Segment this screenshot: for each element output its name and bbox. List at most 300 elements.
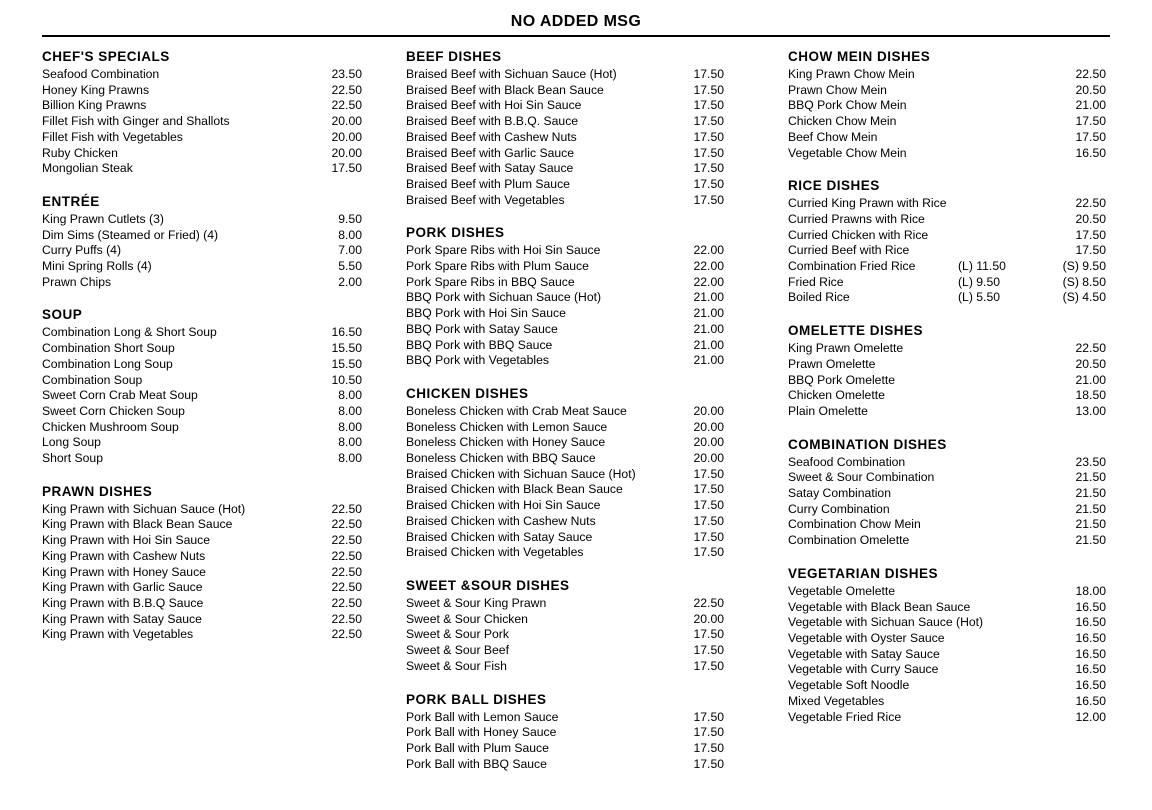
menu-item-price: 8.00: [338, 388, 362, 403]
menu-item-name: Braised Chicken with Satay Sauce: [406, 529, 593, 544]
menu-item-name: Beef Chow Mein: [788, 129, 878, 144]
menu-item: [42, 357, 362, 373]
menu-item: [42, 612, 362, 628]
menu-item-name: BBQ Pork with Vegetables: [406, 353, 549, 368]
menu-item: [406, 757, 724, 773]
menu-item-price: 21.00: [1075, 372, 1106, 387]
menu-column-middle: [406, 48, 724, 772]
menu-item-price: 20.00: [331, 114, 362, 129]
menu-item-name: Braised Beef with Cashew Nuts: [406, 129, 577, 144]
menu-item: [788, 615, 1106, 631]
menu-item-price-small: (S) 4.50: [1062, 290, 1106, 305]
menu-section: [406, 691, 724, 773]
menu-item-price: 22.50: [331, 564, 362, 579]
menu-item-price: 16.50: [331, 325, 362, 340]
menu-item-price: 8.00: [338, 227, 362, 242]
menu-item-price: 22.50: [1075, 341, 1106, 356]
menu-item: [42, 373, 362, 389]
menu-item-name: Sweet & Sour Chicken: [406, 611, 528, 626]
menu-item-price: 21.00: [693, 306, 724, 321]
menu-item-name: Curried Chicken with Rice: [788, 227, 929, 242]
menu-item: [788, 83, 1106, 99]
menu-item-name: King Prawn with Hoi Sin Sauce: [42, 533, 211, 548]
menu-item-name: Fried Rice: [788, 274, 844, 289]
menu-section: [42, 193, 362, 291]
section-title: COMBINATION DISHES: [788, 436, 947, 452]
menu-item-name: Pork Ball with Lemon Sauce: [406, 709, 559, 724]
menu-item: [406, 177, 724, 193]
menu-item: [788, 98, 1106, 114]
menu-item-price: 7.00: [338, 243, 362, 258]
menu-item-price: 17.50: [693, 192, 724, 207]
menu-item: [788, 517, 1106, 533]
menu-item: [788, 357, 1106, 373]
menu-item-name: Vegetable with Sichuan Sauce (Hot): [788, 615, 984, 630]
menu-item-price: 22.50: [331, 82, 362, 97]
menu-item: [406, 725, 724, 741]
menu-item-name: Chicken Chow Mein: [788, 114, 897, 129]
menu-item: [406, 451, 724, 467]
menu-item: [42, 275, 362, 291]
menu-item-name: Braised Chicken with Sichuan Sauce (Hot): [406, 466, 636, 481]
menu-item: [788, 196, 1106, 212]
menu-item-price: 17.50: [331, 161, 362, 176]
menu-item-name: Combination Long Soup: [42, 356, 173, 371]
menu-item: [42, 325, 362, 341]
menu-item-price: 17.50: [693, 98, 724, 113]
menu-item-price: 21.00: [693, 337, 724, 352]
menu-item-name: Ruby Chicken: [42, 145, 118, 160]
menu-item: [406, 193, 724, 209]
menu-item: [406, 530, 724, 546]
menu-item-price: 22.50: [693, 595, 724, 610]
menu-item: [406, 338, 724, 354]
menu-item-name: Braised Beef with Hoi Sin Sauce: [406, 98, 582, 113]
menu-item-price: 20.00: [693, 611, 724, 626]
menu-item-price: 17.50: [693, 529, 724, 544]
menu-item-price: 16.50: [1075, 646, 1106, 661]
menu-item-price: 16.50: [1075, 693, 1106, 708]
menu-item-price: 22.50: [331, 533, 362, 548]
menu-item: [406, 290, 724, 306]
menu-item-name: BBQ Pork with BBQ Sauce: [406, 337, 553, 352]
menu-item: [42, 146, 362, 162]
menu-item: [788, 678, 1106, 694]
menu-item: [788, 631, 1106, 647]
menu-item: [406, 710, 724, 726]
menu-item-name: BBQ Pork with Satay Sauce: [406, 321, 558, 336]
menu-item-price-large: (L) 5.50: [958, 290, 1001, 305]
menu-item-price: 17.50: [693, 67, 724, 81]
menu-item-price: 22.50: [1075, 67, 1106, 81]
menu-item-price: 2.00: [338, 274, 362, 289]
menu-item-name: Mixed Vegetables: [788, 693, 885, 708]
menu-item: [788, 114, 1106, 130]
section-title: CHEF'S SPECIALS: [42, 49, 170, 64]
menu-item: [42, 114, 362, 130]
menu-item-name: Curry Puffs (4): [42, 243, 122, 258]
menu-item-price: 22.50: [331, 580, 362, 595]
menu-item-name: BBQ Pork with Hoi Sin Sauce: [406, 306, 566, 321]
menu-item-name: Sweet & Sour Fish: [406, 658, 507, 673]
menu-item-price: 17.50: [693, 114, 724, 129]
menu-column-left: [42, 48, 362, 643]
menu-section: [42, 48, 362, 177]
menu-item: [42, 517, 362, 533]
menu-item-price: 17.50: [693, 482, 724, 497]
menu-item: [406, 467, 724, 483]
menu-section: [42, 483, 362, 643]
menu-item-price: 17.50: [693, 161, 724, 176]
menu-item-price: 21.00: [693, 353, 724, 368]
menu-item: [406, 243, 724, 259]
menu-item: [788, 502, 1106, 518]
menu-item-price: 16.50: [1075, 145, 1106, 160]
menu-item-price: 5.50: [338, 259, 362, 274]
menu-item-price: 8.00: [338, 435, 362, 450]
menu-item: [42, 341, 362, 357]
menu-item: [406, 98, 724, 114]
menu-item-name: Satay Combination: [788, 486, 891, 501]
menu-item-price: 20.00: [331, 145, 362, 160]
menu-item: [788, 275, 1106, 291]
menu-item: [788, 647, 1106, 663]
menu-item-name: Pork Ball with BBQ Sauce: [406, 756, 547, 771]
menu-section: [406, 385, 724, 561]
menu-item-name: Mini Spring Rolls (4): [42, 259, 152, 274]
menu-item-name: Boiled Rice: [788, 290, 850, 305]
menu-item: [406, 596, 724, 612]
menu-item-price: 18.00: [1075, 583, 1106, 598]
menu-item-price: 20.00: [331, 129, 362, 144]
menu-section: [788, 48, 1106, 161]
menu-item-name: Prawn Chow Mein: [788, 82, 887, 97]
menu-item: [42, 596, 362, 612]
section-title: CHOW MEIN DISHES: [788, 49, 931, 64]
menu-item: [406, 353, 724, 369]
menu-item-name: Vegetable with Satay Sauce: [788, 646, 940, 661]
menu-item-price: 17.50: [1075, 114, 1106, 129]
menu-item-name: Curry Combination: [788, 501, 890, 516]
menu-item-name: Boneless Chicken with BBQ Sauce: [406, 451, 596, 466]
menu-item-price: 17.50: [693, 145, 724, 160]
menu-item-name: Mongolian Steak: [42, 161, 133, 176]
menu-item-price: 23.50: [1075, 454, 1106, 469]
section-title: PORK BALL DISHES: [406, 691, 547, 707]
menu-item: [406, 146, 724, 162]
menu-item-name: Fillet Fish with Ginger and Shallots: [42, 114, 230, 129]
menu-item-price: 20.50: [1075, 82, 1106, 97]
menu-item: [42, 451, 362, 467]
menu-item: [406, 404, 724, 420]
section-title: PRAWN DISHES: [42, 483, 153, 499]
menu-section: [788, 322, 1106, 420]
menu-item-name: Sweet & Sour Beef: [406, 643, 509, 658]
menu-item-price: 21.50: [1075, 517, 1106, 532]
menu-item-name: Combination Chow Mein: [788, 517, 921, 532]
menu-item-price: 20.00: [693, 403, 724, 418]
menu-item-price: 20.00: [693, 435, 724, 450]
menu-item: [42, 130, 362, 146]
menu-item-price: 16.50: [1075, 615, 1106, 630]
section-title: OMELETTE DISHES: [788, 323, 924, 339]
menu-header: [42, 8, 1110, 38]
menu-item-name: Vegetable with Oyster Sauce: [788, 630, 945, 645]
menu-item-price: 17.50: [693, 756, 724, 771]
menu-item: [406, 545, 724, 561]
menu-item-name: Long Soup: [42, 435, 101, 450]
menu-item-price: 22.00: [693, 274, 724, 289]
page-title: [42, 13, 1110, 31]
menu-item-name: King Prawn with Cashew Nuts: [42, 548, 206, 563]
menu-item-name: Plain Omelette: [788, 403, 868, 418]
menu-item-price: 22.50: [331, 501, 362, 516]
menu-item: [788, 290, 1106, 306]
menu-item-name: Sweet & Sour King Prawn: [406, 595, 547, 610]
section-title: ENTRÉE: [42, 193, 100, 209]
menu-item: [406, 306, 724, 322]
menu-item-price: 21.50: [1075, 501, 1106, 516]
menu-item-name: King Prawn with Honey Sauce: [42, 564, 206, 579]
menu-item-price: 17.50: [693, 643, 724, 658]
menu-item-name: Curried Prawns with Rice: [788, 211, 925, 226]
menu-item: [788, 470, 1106, 486]
menu-item: [406, 275, 724, 291]
menu-item: [788, 710, 1106, 726]
menu-item-name: Vegetable Soft Noodle: [788, 678, 910, 693]
section-title: RICE DISHES: [788, 178, 880, 194]
menu-item: [788, 486, 1106, 502]
menu-item-price: 17.50: [693, 740, 724, 755]
menu-item-name: King Prawn with B.B.Q Sauce: [42, 595, 204, 610]
menu-item-name: King Prawn Chow Mein: [788, 67, 915, 81]
menu-item-price: 21.00: [693, 290, 724, 305]
menu-section: [788, 177, 1106, 306]
menu-item-name: Honey King Prawns: [42, 82, 150, 97]
menu-item-name: Pork Spare Ribs in BBQ Sauce: [406, 274, 575, 289]
menu-item-price: 15.50: [331, 341, 362, 356]
header-divider: [42, 35, 1110, 37]
menu-item: [788, 146, 1106, 162]
menu-item-name: Short Soup: [42, 451, 103, 466]
menu-item-price: 15.50: [331, 356, 362, 371]
menu-item: [42, 549, 362, 565]
menu-item-price: 16.50: [1075, 678, 1106, 693]
menu-item: [406, 498, 724, 514]
menu-item: [406, 514, 724, 530]
menu-item-name: Combination Soup: [42, 372, 143, 387]
menu-item-name: King Prawn Omelette: [788, 341, 904, 356]
menu-item-price: 21.00: [1075, 98, 1106, 113]
menu-item: [788, 662, 1106, 678]
menu-item-name: Boneless Chicken with Lemon Sauce: [406, 419, 608, 434]
section-title: SOUP: [42, 307, 83, 323]
section-title: BEEF DISHES: [406, 49, 502, 64]
menu-item: [788, 373, 1106, 389]
menu-item: [42, 533, 362, 549]
menu-item-name: Sweet Corn Chicken Soup: [42, 403, 185, 418]
menu-item-name: Boneless Chicken with Honey Sauce: [406, 435, 606, 450]
menu-item: [788, 130, 1106, 146]
menu-item-name: Braised Beef with Garlic Sauce: [406, 145, 574, 160]
menu-item-price: 16.50: [1075, 599, 1106, 614]
menu-item: [42, 420, 362, 436]
menu-item-price: 8.00: [338, 419, 362, 434]
menu-item-name: Pork Spare Ribs with Plum Sauce: [406, 259, 589, 274]
menu-item-name: Pork Ball with Honey Sauce: [406, 725, 557, 740]
menu-item-price: 17.50: [693, 82, 724, 97]
menu-item-price: 17.50: [693, 176, 724, 191]
menu-item: [406, 643, 724, 659]
menu-item-price: 9.50: [338, 211, 362, 226]
menu-item-name: King Prawn with Vegetables: [42, 627, 194, 642]
menu-item: [42, 243, 362, 259]
menu-item-name: Combination Omelette: [788, 533, 910, 548]
menu-item-name: BBQ Pork with Sichuan Sauce (Hot): [406, 290, 602, 305]
menu-item-name: Vegetable with Black Bean Sauce: [788, 599, 971, 614]
menu-item: [788, 600, 1106, 616]
menu-item-name: Vegetable Fried Rice: [788, 709, 902, 724]
menu-item-price: 20.50: [1075, 356, 1106, 371]
menu-item-name: Prawn Chips: [42, 274, 112, 289]
menu-item-name: Vegetable Omelette: [788, 583, 896, 598]
menu-item-price-large: (L) 11.50: [958, 259, 1006, 274]
menu-item-name: King Prawn with Satay Sauce: [42, 611, 202, 626]
menu-item-name: Boneless Chicken with Crab Meat Sauce: [406, 403, 627, 418]
menu-item-price: 23.50: [331, 67, 362, 81]
menu-item: [42, 580, 362, 596]
menu-item-price: 20.50: [1075, 211, 1106, 226]
menu-item-name: Dim Sims (Steamed or Fried) (4): [42, 227, 219, 242]
menu-item-name: Billion King Prawns: [42, 98, 147, 113]
menu-item-name: Seafood Combination: [42, 67, 160, 81]
menu-item-name: Curried King Prawn with Rice: [788, 196, 947, 211]
menu-item-name: Braised Beef with Black Bean Sauce: [406, 82, 604, 97]
menu-item-name: Sweet Corn Crab Meat Soup: [42, 388, 198, 403]
menu-item-price-small: (S) 8.50: [1062, 274, 1106, 289]
menu-item-name: BBQ Pork Chow Mein: [788, 98, 907, 113]
menu-item-price: 21.50: [1075, 486, 1106, 501]
menu-item: [788, 694, 1106, 710]
menu-item-price: 8.00: [338, 451, 362, 466]
menu-item-name: Combination Short Soup: [42, 341, 175, 356]
menu-item-price: 22.50: [331, 548, 362, 563]
menu-section: [406, 48, 724, 208]
menu-item: [42, 259, 362, 275]
menu-item: [42, 502, 362, 518]
section-title: SWEET &SOUR DISHES: [406, 577, 570, 593]
menu-item-price: 17.50: [693, 466, 724, 481]
menu-item-price: 13.00: [1075, 403, 1106, 418]
menu-section: [788, 436, 1106, 549]
menu-item-name: Braised Beef with B.B.Q. Sauce: [406, 114, 579, 129]
menu-item-price: 21.00: [693, 321, 724, 336]
menu-item: [406, 741, 724, 757]
menu-item: [42, 83, 362, 99]
menu-item-name: Combination Fried Rice: [788, 259, 916, 274]
menu-item-name: Chicken Mushroom Soup: [42, 419, 179, 434]
menu-item: [42, 627, 362, 643]
menu-item-name: Chicken Omelette: [788, 388, 885, 403]
menu-item-price: 12.00: [1075, 709, 1106, 724]
menu-item: [42, 228, 362, 244]
menu-item: [406, 83, 724, 99]
menu-item-price-small: (S) 9.50: [1062, 259, 1106, 274]
menu-item-name: Seafood Combination: [788, 454, 906, 469]
menu-item: [42, 212, 362, 228]
menu-item-name: Vegetable with Curry Sauce: [788, 662, 939, 677]
menu-item: [406, 67, 724, 83]
menu-column-right: [788, 48, 1106, 725]
menu-item-name: King Prawn Cutlets (3): [42, 211, 164, 226]
menu-section: [406, 224, 724, 369]
menu-item-name: Braised Chicken with Cashew Nuts: [406, 513, 596, 528]
menu-item-price: 10.50: [331, 372, 362, 387]
menu-item-price: 17.50: [1075, 243, 1106, 258]
menu-item-price: 8.00: [338, 403, 362, 418]
menu-item: [788, 259, 1106, 275]
menu-item-price: 17.50: [693, 498, 724, 513]
menu-item-name: Combination Long & Short Soup: [42, 325, 217, 340]
menu-item-name: Fillet Fish with Vegetables: [42, 129, 183, 144]
menu-item-name: Braised Chicken with Black Bean Sauce: [406, 482, 623, 497]
menu-item: [42, 435, 362, 451]
section-title: PORK DISHES: [406, 225, 505, 241]
section-title: VEGETARIAN DISHES: [788, 565, 939, 581]
menu-item-name: King Prawn with Black Bean Sauce: [42, 517, 233, 532]
menu-item: [406, 322, 724, 338]
menu-item-price: 22.50: [331, 627, 362, 642]
menu-item-price: 17.50: [693, 513, 724, 528]
menu-item-price: 17.50: [693, 725, 724, 740]
menu-item: [42, 161, 362, 177]
menu-item-price: 22.50: [1075, 196, 1106, 211]
menu-item: [788, 243, 1106, 259]
menu-item-name: Sweet & Sour Combination: [788, 470, 935, 485]
menu-item: [406, 161, 724, 177]
menu-item-price: 18.50: [1075, 388, 1106, 403]
menu-item: [788, 388, 1106, 404]
menu-item-price: 22.00: [693, 243, 724, 258]
menu-item-price: 17.50: [693, 658, 724, 673]
menu-item-price: 22.50: [331, 595, 362, 610]
menu-item: [406, 259, 724, 275]
menu-item-price: 17.50: [693, 545, 724, 560]
menu-item-price: 21.50: [1075, 533, 1106, 548]
menu-item: [788, 533, 1106, 549]
menu-item-price: 17.50: [693, 627, 724, 642]
menu-item-price: 22.50: [331, 517, 362, 532]
menu-item-name: Braised Beef with Sichuan Sauce (Hot): [406, 67, 617, 81]
menu-section: [42, 306, 362, 466]
menu-item: [406, 435, 724, 451]
menu-section: [788, 565, 1106, 725]
menu-item-name: Pork Ball with Plum Sauce: [406, 740, 549, 755]
menu-item-name: Braised Chicken with Vegetables: [406, 545, 584, 560]
menu-section: [406, 577, 724, 675]
menu-item-price: 22.50: [331, 98, 362, 113]
menu-item-price: 17.50: [1075, 129, 1106, 144]
menu-item: [42, 565, 362, 581]
menu-item-name: Curried Beef with Rice: [788, 243, 910, 258]
menu-item: [788, 212, 1106, 228]
menu-item-price: 20.00: [693, 451, 724, 466]
menu-item-price: 17.50: [693, 709, 724, 724]
menu-item: [42, 98, 362, 114]
menu-item-price-large: (L) 9.50: [958, 274, 1001, 289]
menu-item: [42, 388, 362, 404]
menu-item: [788, 584, 1106, 600]
